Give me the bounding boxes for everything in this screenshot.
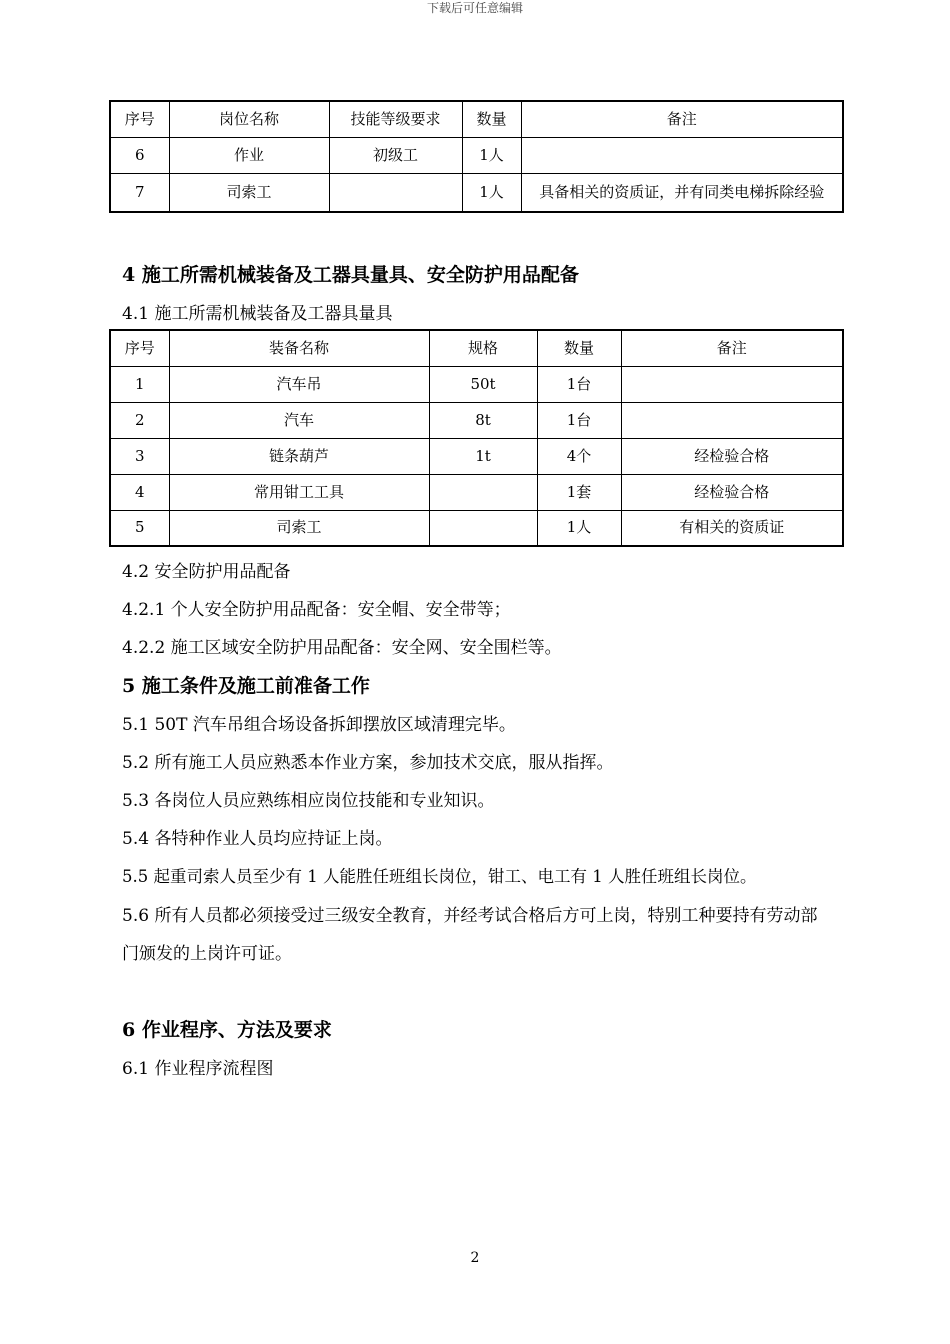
table-header-cell: 技能等级要求 <box>329 101 462 137</box>
section-5-item: 5.6 所有人员都必须接受过三级安全教育，并经考试合格后方可上岗，特别工种要持有劳动部门颁发的上岗许可证。 <box>122 906 818 964</box>
section-5-item: 5.1 50T 汽车吊组合场设备拆卸摆放区域清理完毕。 <box>122 715 516 735</box>
table-header-cell: 数量 <box>537 330 621 366</box>
section-4-2-1-text: 4.2.1 个人安全防护用品配备：安全帽、安全带等； <box>122 600 511 620</box>
table-cell: 有相关的资质证 <box>621 510 843 546</box>
table-cell: 4 <box>110 474 169 510</box>
table-header-cell: 备注 <box>621 330 843 366</box>
table-header-cell: 规格 <box>429 330 537 366</box>
table-row <box>110 366 843 402</box>
section-4-1-title: 4.1 施工所需机械装备及工器具量具 <box>122 304 393 324</box>
section-5-item: 5.3 各岗位人员应熟练相应岗位技能和专业知识。 <box>122 791 495 811</box>
table-row <box>110 510 843 546</box>
table-cell: 1人 <box>462 137 521 173</box>
table-row <box>110 438 843 474</box>
table-cell: 汽车吊 <box>169 366 429 402</box>
table-cell <box>429 510 537 546</box>
section-4-2-title: 4.2 安全防护用品配备 <box>122 562 291 582</box>
section-5-heading: 5 施工条件及施工前准备工作 <box>122 675 370 697</box>
staff-table-header-row <box>110 101 843 137</box>
table-row <box>110 173 843 212</box>
table-cell: 1套 <box>537 474 621 510</box>
table-cell: 7 <box>110 173 169 212</box>
table-row <box>110 137 843 173</box>
header-note: 下载后可任意编辑 <box>426 1 523 15</box>
section-5-item: 5.4 各特种作业人员均应持证上岗。 <box>122 829 393 849</box>
table-cell: 2 <box>110 402 169 438</box>
table-cell: 汽车 <box>169 402 429 438</box>
table-cell: 5 <box>110 510 169 546</box>
table-cell: 1 <box>110 366 169 402</box>
table-row <box>110 402 843 438</box>
table-cell: 具备相关的资质证，并有同类电梯拆除经验 <box>521 173 843 212</box>
table-cell: 1人 <box>537 510 621 546</box>
table-header-cell: 数量 <box>462 101 521 137</box>
section-5-item: 5.2 所有施工人员应熟悉本作业方案，参加技术交底，服从指挥。 <box>122 753 614 773</box>
section-6-1-title: 6.1 作业程序流程图 <box>122 1059 274 1079</box>
table-row <box>110 474 843 510</box>
table-cell: 作业 <box>169 137 329 173</box>
table-cell <box>329 173 462 212</box>
table-cell: 6 <box>110 137 169 173</box>
equipment-table <box>109 329 844 547</box>
section-5-item: 5.5 起重司索人员至少有 1 人能胜任班组长岗位，钳工、电工有 1 人胜任班组长岗位。 <box>122 867 757 886</box>
table-cell: 4个 <box>537 438 621 474</box>
table-header-cell: 序号 <box>110 330 169 366</box>
table-header-cell: 备注 <box>521 101 843 137</box>
equipment-table-header-row <box>110 330 843 366</box>
section-6-heading: 6 作业程序、方法及要求 <box>122 1019 332 1041</box>
table-header-cell: 序号 <box>110 101 169 137</box>
table-cell: 司索工 <box>169 510 429 546</box>
table-cell <box>621 402 843 438</box>
table-cell: 常用钳工工具 <box>169 474 429 510</box>
section-4-heading: 4 施工所需机械装备及工器具量具、安全防护用品配备 <box>122 264 579 286</box>
table-cell: 初级工 <box>329 137 462 173</box>
page-number: 2 <box>470 1250 480 1266</box>
table-header-cell: 岗位名称 <box>169 101 329 137</box>
table-cell <box>429 474 537 510</box>
table-cell: 1t <box>429 438 537 474</box>
staff-table <box>109 100 844 213</box>
table-cell: 经检验合格 <box>621 474 843 510</box>
table-cell: 经检验合格 <box>621 438 843 474</box>
table-cell: 1台 <box>537 402 621 438</box>
section-4-2-2-text: 4.2.2 施工区域安全防护用品配备：安全网、安全围栏等。 <box>122 638 562 658</box>
table-cell <box>621 366 843 402</box>
table-cell <box>521 137 843 173</box>
table-cell: 司索工 <box>169 173 329 212</box>
table-header-cell: 装备名称 <box>169 330 429 366</box>
table-cell: 1人 <box>462 173 521 212</box>
table-cell: 50t <box>429 366 537 402</box>
table-cell: 8t <box>429 402 537 438</box>
table-cell: 1台 <box>537 366 621 402</box>
table-cell: 链条葫芦 <box>169 438 429 474</box>
table-cell: 3 <box>110 438 169 474</box>
